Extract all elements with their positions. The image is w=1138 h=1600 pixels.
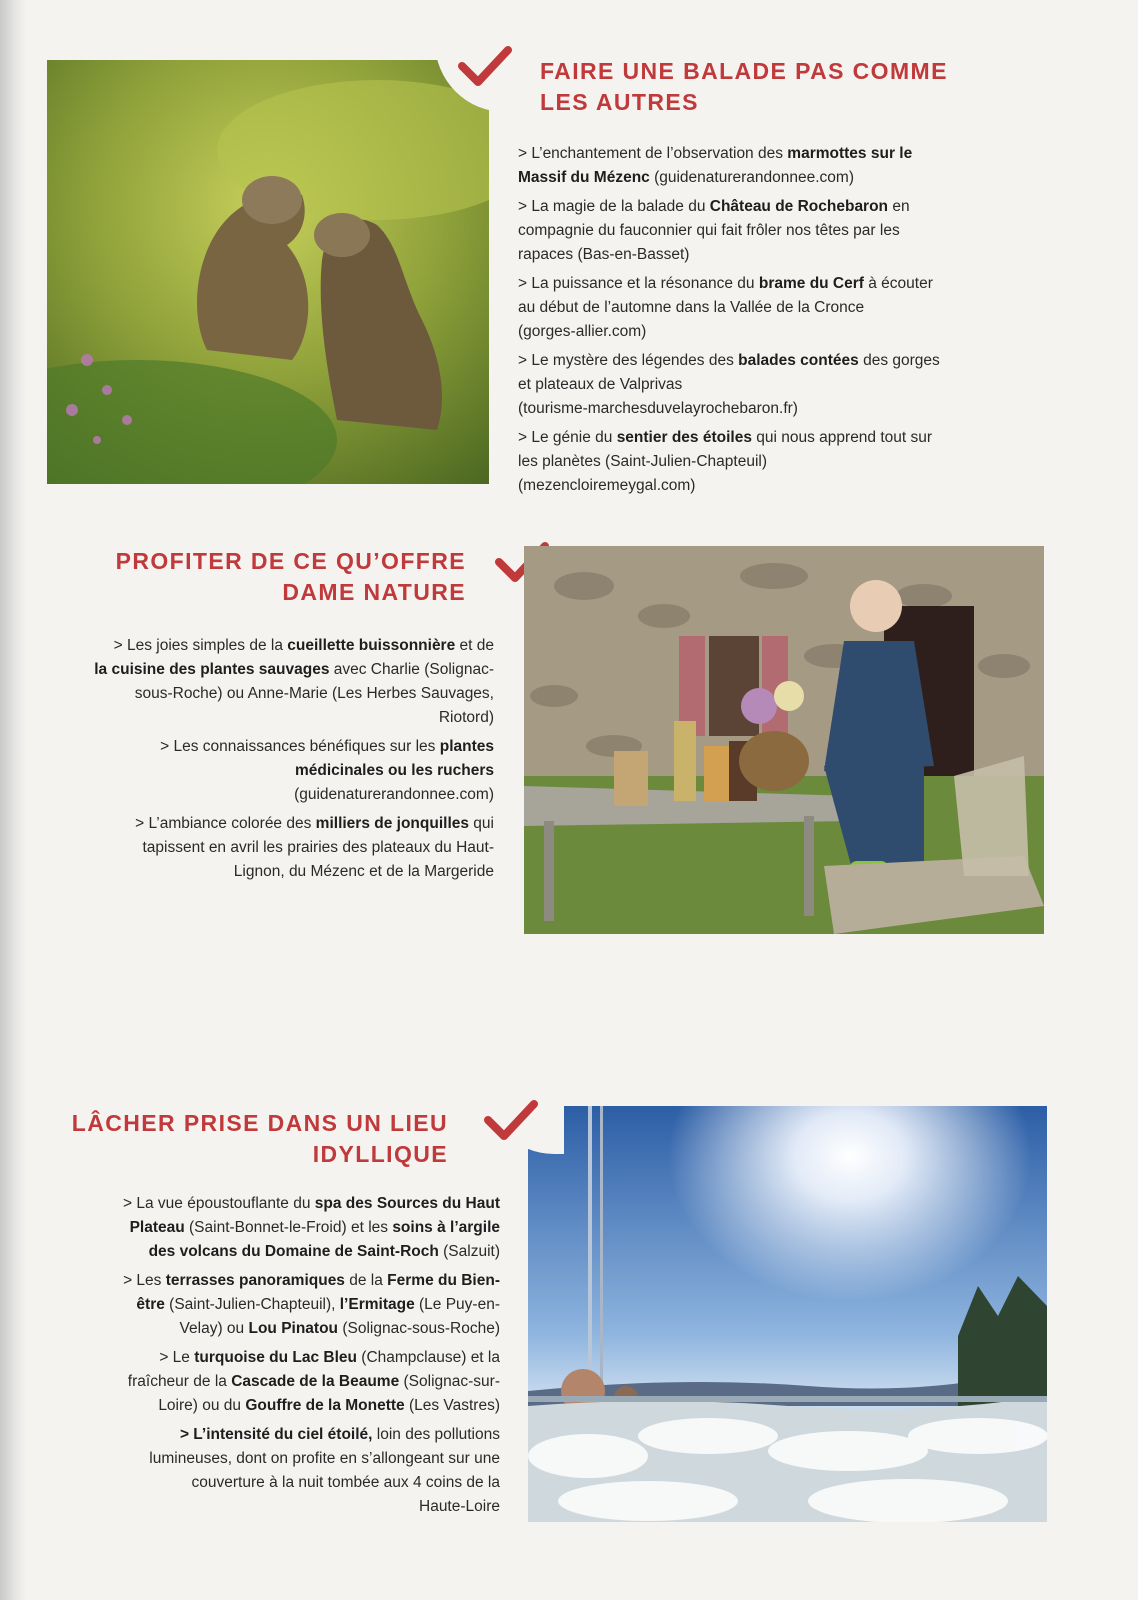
bold-text: Cascade de la Beaume <box>231 1373 400 1390</box>
text-run: en <box>888 198 910 215</box>
section-list-nature <box>50 634 494 889</box>
text-run: > L’enchantement de l’observation des <box>518 145 788 162</box>
bold-text: être <box>136 1296 165 1313</box>
list-item <box>60 1269 500 1341</box>
text-run: (Salzuit) <box>438 1243 500 1260</box>
bold-text: plantes <box>439 738 494 755</box>
text-run: (Champclause) et la <box>356 1349 500 1366</box>
text-run: Loire) ou du <box>158 1397 246 1414</box>
text-run: (Solignac-sous-Roche) <box>338 1320 500 1337</box>
text-run: Velay) ou <box>179 1320 249 1337</box>
bold-text: turquoise du Lac Bleu <box>194 1349 357 1366</box>
text-run: lumineuses, dont on profite en s’allongeant sur une <box>149 1450 500 1467</box>
page-binding-shadow <box>0 0 26 1600</box>
bold-text: Lou Pinatou <box>248 1320 339 1337</box>
bold-text: des volcans du Domaine de Saint-Roch <box>148 1243 439 1260</box>
text-run: Lignon, du Mézenc et de la Margeride <box>233 863 494 880</box>
text-run: > Le génie du <box>518 429 617 446</box>
text-run: des gorges <box>858 352 940 369</box>
text-run: > Le <box>159 1349 195 1366</box>
list-item <box>518 195 996 267</box>
text-run: (Le Puy-en- <box>414 1296 500 1313</box>
bold-text: Château de Rochebaron <box>709 198 889 215</box>
section-list-balade <box>518 142 996 503</box>
text-run: qui <box>469 815 494 832</box>
text-run: et de <box>455 637 494 654</box>
list-item <box>518 426 996 498</box>
bold-text: soins à l’argile <box>392 1219 500 1236</box>
bold-text: médicinales ou les ruchers <box>294 762 494 779</box>
text-run: couverture à la nuit tombée aux 4 coins de la <box>191 1474 500 1491</box>
section-list-lacher-prise <box>60 1192 500 1524</box>
bold-text: Plateau <box>129 1219 185 1236</box>
text-run: de la <box>344 1272 388 1289</box>
text-run: > La puissance et la résonance du <box>518 275 759 292</box>
bold-text: marmottes sur le <box>787 145 913 162</box>
text-run: > Les connaissances bénéfiques sur les <box>160 738 440 755</box>
text-run: > L’ambiance colorée des <box>135 815 316 832</box>
marmot-photo <box>47 60 489 484</box>
text-run: sous-Roche) ou Anne-Marie (Les Herbes Sauvages, <box>134 685 494 702</box>
text-run: Haute-Loire <box>419 1498 500 1515</box>
bold-text: Gouffre de la Monette <box>245 1397 405 1414</box>
text-run: (Les Vastres) <box>404 1397 500 1414</box>
bold-text: sentier des étoiles <box>616 429 752 446</box>
list-item <box>60 1346 500 1418</box>
list-item <box>50 812 494 884</box>
text-run: les planètes (Saint-Julien-Chapteuil) <box>518 453 767 470</box>
text-run: > Les <box>123 1272 166 1289</box>
text-run: à écouter <box>863 275 933 292</box>
bold-text: milliers de jonquilles <box>315 815 469 832</box>
text-run: avec Charlie (Solignac- <box>329 661 494 678</box>
list-item <box>50 735 494 807</box>
bold-text: > L’intensité du ciel étoilé, <box>179 1426 373 1443</box>
check-mark-icon <box>456 42 514 92</box>
bold-text: cueillette buissonnière <box>287 637 456 654</box>
text-run: (guidenaturerandonnee.com) <box>294 786 494 803</box>
section-heading-balade: FAIRE UNE BALADE PAS COMME LES AUTRES <box>540 58 948 115</box>
text-run: fraîcheur de la <box>127 1373 232 1390</box>
text-run: (mezencloiremeygal.com) <box>518 477 696 494</box>
section-heading-lacher-prise: LÂCHER PRISE DANS UN LIEU IDYLLIQUE <box>71 1110 448 1167</box>
text-run: Riotord) <box>438 709 494 726</box>
bold-text: terrasses panoramiques <box>165 1272 345 1289</box>
text-run: au début de l’automne dans la Vallée de la Cronce <box>518 299 865 316</box>
text-run: (Solignac-sur- <box>399 1373 500 1390</box>
text-run: > Les joies simples de la <box>113 637 288 654</box>
text-run: compagnie du fauconnier qui fait frôler nos têtes par les <box>518 222 900 239</box>
text-run: (Saint-Bonnet-le-Froid) et les <box>184 1219 393 1236</box>
text-run: (Saint-Julien-Chapteuil), <box>164 1296 340 1313</box>
list-item <box>518 142 996 190</box>
woman-at-table-photo <box>524 546 1044 934</box>
bold-text: Massif du Mézenc <box>518 169 650 186</box>
check-mark-icon <box>482 1096 540 1146</box>
bold-text: l’Ermitage <box>339 1296 415 1313</box>
text-run: rapaces (Bas-en-Basset) <box>518 246 690 263</box>
text-run: et plateaux de Valprivas <box>518 376 683 393</box>
bold-text: Ferme du Bien- <box>387 1272 500 1289</box>
text-run: tapissent en avril les prairies des plateaux du Haut- <box>142 839 494 856</box>
list-item <box>50 634 494 730</box>
text-run: loin des pollutions <box>372 1426 500 1443</box>
text-run: > Le mystère des légendes des <box>518 352 739 369</box>
list-item <box>60 1423 500 1519</box>
text-run: (tourisme-marchesduvelayrochebaron.fr) <box>518 400 798 417</box>
section-heading-nature: PROFITER DE CE QU’OFFRE DAME NATURE <box>115 548 466 605</box>
text-run: > La vue époustouflante du <box>123 1195 315 1212</box>
bold-text: brame du Cerf <box>758 275 864 292</box>
list-item <box>518 349 996 421</box>
bold-text: la cuisine des plantes sauvages <box>94 661 330 678</box>
text-run: > La magie de la balade du <box>518 198 710 215</box>
text-run: (guidenaturerandonnee.com) <box>649 169 854 186</box>
bold-text: balades contées <box>738 352 859 369</box>
text-run: qui nous apprend tout sur <box>751 429 933 446</box>
list-item <box>60 1192 500 1264</box>
spa-bath-photo <box>528 1106 1047 1522</box>
bold-text: spa des Sources du Haut <box>314 1195 500 1212</box>
text-run: (gorges-allier.com) <box>518 323 647 340</box>
list-item <box>518 272 996 344</box>
